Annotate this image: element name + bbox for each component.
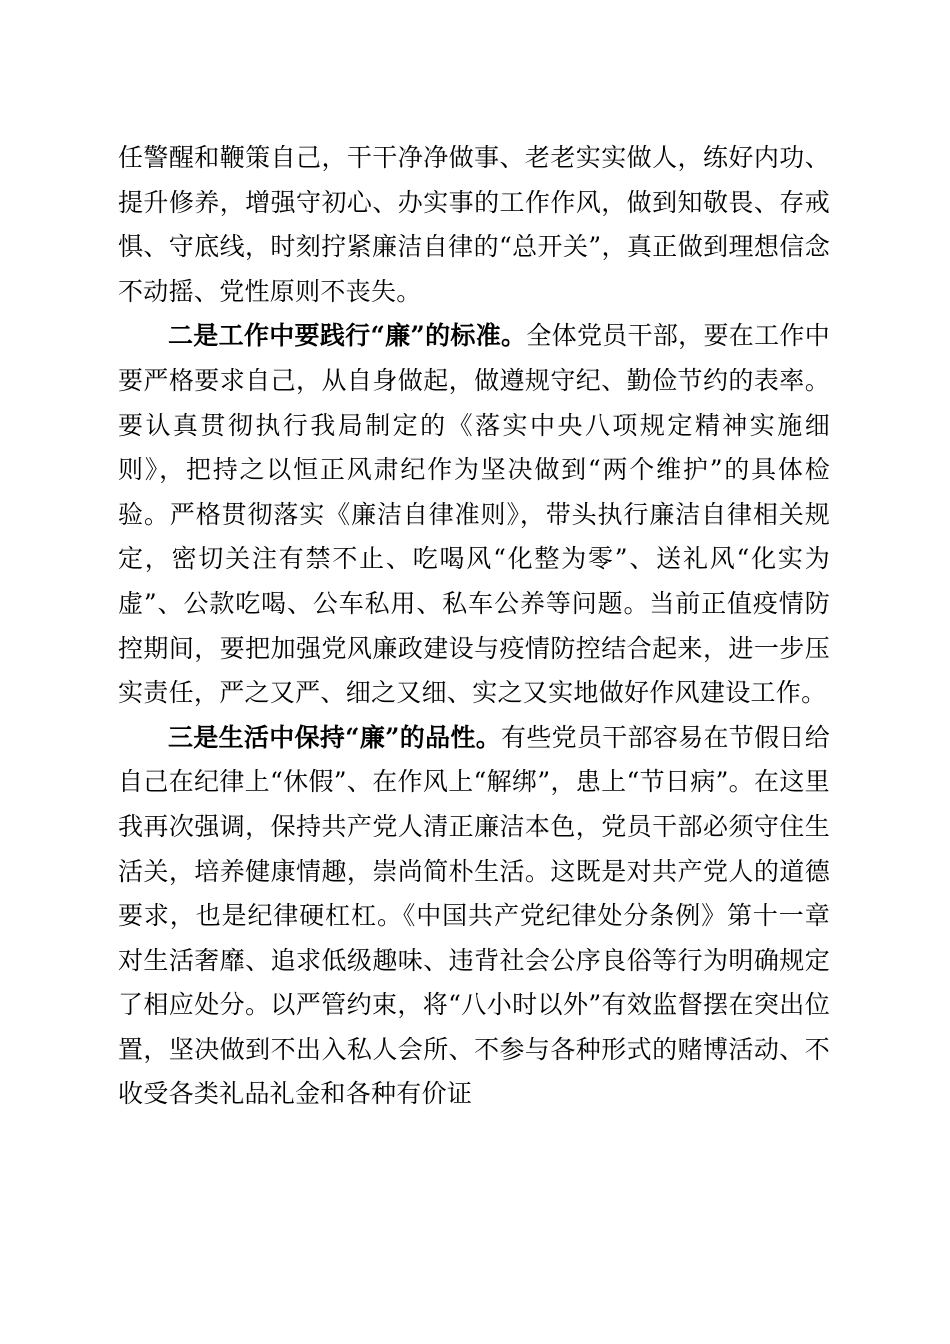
- paragraph-continuation: 任警醒和鞭策自己，干干净净做事、老老实实做人，练好内功、提升修养，增强守初心、办实事的工作作风，做到知敬畏、存戒惧、守底线，时刻拧紧廉洁自律的“总开关”，真正做到理想信念不动摇、党性原则不丧失。: [118, 143, 830, 306]
- paragraph-body: 全体党员干部，要在工作中要严格要求自己，从自身做起，做遵规守纪、勤俭节约的表率。要认真贯彻执行我局制定的《落实中央八项规定精神实施细则》，把持之以恒正风肃纪作为坚决做到“两个维护”的具体检验。严格贯彻落实《廉洁自律准则》，带头执行廉洁自律相关规定，密切关注有禁不止、吃喝风“化整为零”、送礼风“化实为虚”、公款吃喝、公车私用、私车公养等问题。当前正值疫情防控期间，要把加强党风廉政建设与疫情防控结合起来，进一步压实责任，严之又严、细之又细、实之又实地做好作风建设工作。: [118, 321, 830, 708]
- paragraph-heading: 二是工作中要践行“廉”的标准。: [168, 321, 527, 351]
- paragraph-body: 有些党员干部容易在节假日给自己在纪律上“休假”、在作风上“解绑”，患上“节日病”。在这里我再次强调，保持共产党人清正廉洁本色，党员干部必须守住生活关，培养健康情趣，崇尚简朴生活。这既是对共产党人的道德要求，也是纪律硬杠杠。《中国共产党纪律处分条例》第十一章对生活奢靡、追求低级趣味、违背社会公序良俗等行为明确规定了相应处分。以严管约束，将“八小时以外”有效监督摆在突出位置，坚决做到不出入私人会所、不参与各种形式的赌博活动、不收受各类礼品礼金和各种有价证: [118, 722, 830, 1109]
- paragraph-heading: 三是生活中保持“廉”的品性。: [168, 722, 502, 752]
- paragraph-work-standard: [118, 314, 830, 715]
- paragraph-life-character: [118, 716, 830, 1117]
- document-body: [118, 136, 830, 1117]
